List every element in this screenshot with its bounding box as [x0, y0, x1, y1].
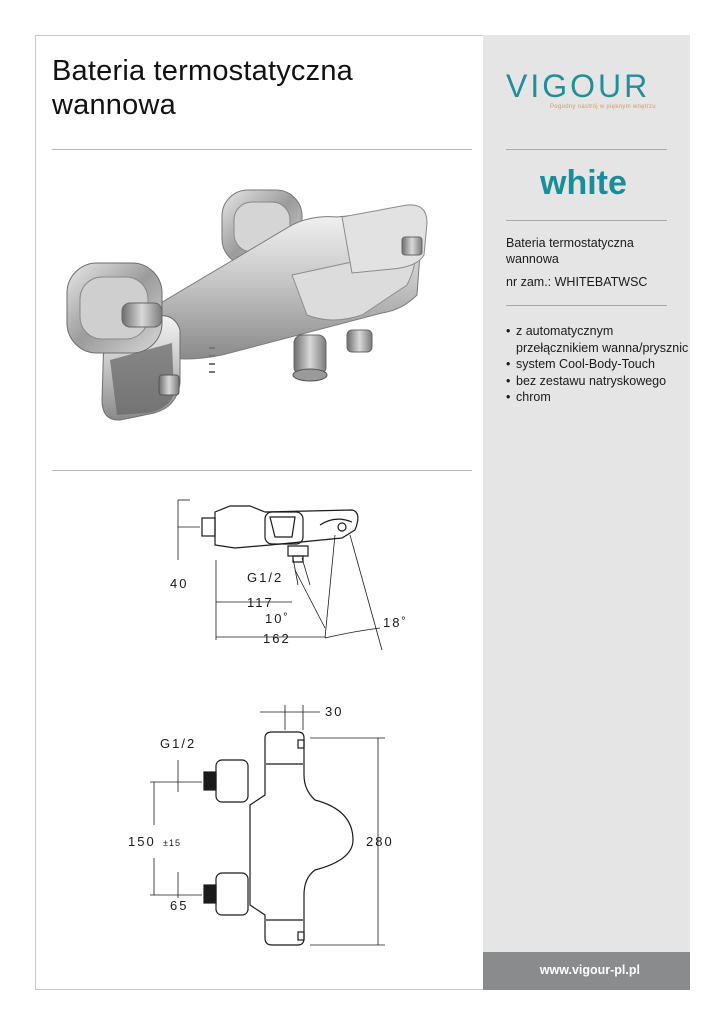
title-divider — [52, 149, 472, 150]
product-name — [506, 235, 634, 267]
vigour-logo — [506, 68, 671, 118]
logo-tagline: Pogodny nastrój w pięknym wnętrzu — [550, 104, 656, 110]
feature-list — [506, 323, 688, 406]
bullet-icon: • — [506, 357, 511, 372]
feature-text: z automatycznym — [516, 324, 614, 338]
feature-item — [506, 389, 688, 406]
logo-wordmark: VIGOUR — [506, 68, 651, 104]
feature-item — [506, 323, 688, 356]
title-line-2: wannowa — [52, 89, 176, 121]
page-title — [52, 54, 353, 122]
angle-10: 10˚ — [265, 611, 290, 626]
photo-divider — [52, 470, 472, 471]
dim-162: 162 — [263, 631, 291, 646]
bullet-icon: • — [506, 373, 511, 388]
angle-18: 18˚ — [383, 615, 408, 630]
logo-divider — [506, 149, 667, 150]
dim-280: 280 — [366, 834, 394, 849]
order-number: nr zam.: WHITEBATWSC — [506, 275, 648, 289]
dim-65: 65 — [170, 898, 189, 913]
product-name-line-1: Bateria termostatyczna — [506, 236, 634, 250]
series-divider — [506, 220, 667, 221]
feature-text-cont: przełącznikiem wanna/prysznic — [516, 340, 689, 355]
series-name: white — [540, 164, 627, 202]
side-view-drawing — [120, 490, 420, 660]
thread-label-front: G1/2 — [160, 736, 197, 751]
title-line-1: Bateria termostatyczna — [52, 55, 353, 87]
feature-text: system Cool-Body-Touch — [516, 357, 655, 372]
footer-bar — [483, 952, 690, 990]
product-name-line-2: wannowa — [506, 252, 559, 266]
bullet-icon: • — [506, 390, 511, 405]
thread-label-side: G1/2 — [247, 570, 284, 585]
tolerance-label: ±15 — [163, 838, 181, 848]
feature-text: bez zestawu natryskowego — [516, 373, 667, 388]
dim-117: 117 — [247, 595, 274, 610]
feature-text: chrom — [516, 390, 551, 405]
product-photo — [62, 185, 432, 430]
info-divider — [506, 305, 667, 306]
dim-40: 40 — [170, 576, 189, 591]
feature-item — [506, 356, 688, 373]
dim-150: 150 — [128, 834, 156, 849]
bullet-icon: • — [506, 324, 511, 338]
dim-30: 30 — [325, 704, 344, 719]
feature-item — [506, 373, 688, 390]
front-view-drawing — [120, 700, 420, 960]
website-link[interactable]: www.vigour-pl.pl — [539, 963, 640, 977]
